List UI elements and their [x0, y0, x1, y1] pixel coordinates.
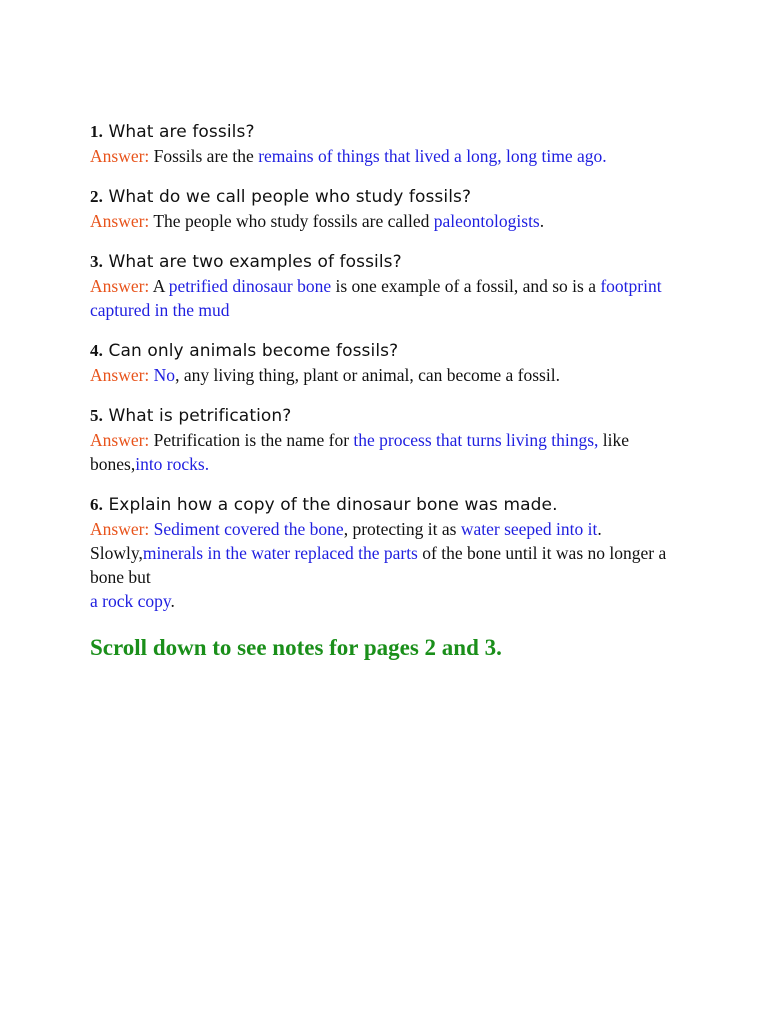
- answer-highlight: remains of things that lived a long, long time ago.: [258, 146, 607, 166]
- answer-text: .: [170, 591, 175, 611]
- answer-highlight: footprint captured in the mud: [90, 276, 662, 320]
- answer-text: is one example of a fossil, and so is a: [331, 276, 601, 296]
- question: [90, 404, 690, 428]
- question-text: Explain how a copy of the dinosaur bone was made.: [108, 495, 558, 515]
- answer-highlight: petrified dinosaur bone: [168, 276, 332, 296]
- answer-highlight: a rock copy: [90, 591, 171, 611]
- answer-highlight: Sediment covered the bone: [153, 519, 344, 539]
- question-text: Can only animals become fossils?: [108, 341, 399, 361]
- answer-highlight: minerals in the water replaced the parts: [142, 543, 418, 563]
- answer-text: The people who study fossils are called: [153, 211, 434, 231]
- scroll-down-note: Scroll down to see notes for pages 2 and 3.: [90, 635, 502, 660]
- answer-highlight: the process that turns living things,: [353, 430, 599, 450]
- qa-item-1: [90, 120, 690, 168]
- question-number: 1.: [90, 122, 103, 141]
- question-number: 2.: [90, 187, 103, 206]
- answer-label: Answer:: [90, 146, 150, 166]
- answer-label: Answer:: [90, 276, 150, 296]
- answer-text: .: [539, 211, 545, 231]
- answer: [90, 144, 690, 168]
- answer-label: Answer:: [90, 519, 150, 539]
- question-text: What do we call people who study fossils?: [108, 187, 472, 207]
- qa-item-5: [90, 404, 690, 476]
- qa-item-3: [90, 250, 690, 322]
- answer-text: like bones,: [90, 430, 630, 474]
- answer-text: . Slowly,: [90, 519, 602, 563]
- qa-item-2: [90, 185, 690, 233]
- answer-text: A: [152, 276, 169, 296]
- question-text: What is petrification?: [108, 406, 292, 426]
- question-number: 4.: [90, 341, 103, 360]
- question: [90, 250, 690, 274]
- answer: [90, 517, 690, 613]
- answer-highlight: water seeped into it: [460, 519, 598, 539]
- answer-highlight: into rocks.: [135, 454, 210, 474]
- answer-highlight: paleontologists: [433, 211, 540, 231]
- question-text: What are two examples of fossils?: [108, 252, 402, 272]
- qa-list: [90, 120, 690, 613]
- question: [90, 339, 690, 363]
- answer-label: Answer:: [90, 430, 150, 450]
- answer-text: Petrification is the name for: [153, 430, 354, 450]
- answer: [90, 363, 690, 387]
- answer-text: , protecting it as: [343, 519, 461, 539]
- answer-text: , any living thing, plant or animal, can become a fossil.: [175, 365, 560, 385]
- answer-text: of the bone until it was no longer a bone but: [90, 543, 667, 587]
- qa-item-4: [90, 339, 690, 387]
- question-text: What are fossils?: [108, 122, 255, 142]
- answer-highlight: No: [153, 365, 176, 385]
- answer-label: Answer:: [90, 365, 150, 385]
- question: [90, 120, 690, 144]
- answer: [90, 209, 690, 233]
- question: [90, 185, 690, 209]
- answer: [90, 274, 690, 322]
- answer: [90, 428, 690, 476]
- qa-item-6: [90, 493, 690, 613]
- answer-text: Fossils are the: [153, 146, 259, 166]
- question-number: 6.: [90, 495, 103, 514]
- answer-label: Answer:: [90, 211, 150, 231]
- document-page: [90, 120, 690, 663]
- question: [90, 493, 690, 517]
- question-number: 5.: [90, 406, 103, 425]
- question-number: 3.: [90, 252, 103, 271]
